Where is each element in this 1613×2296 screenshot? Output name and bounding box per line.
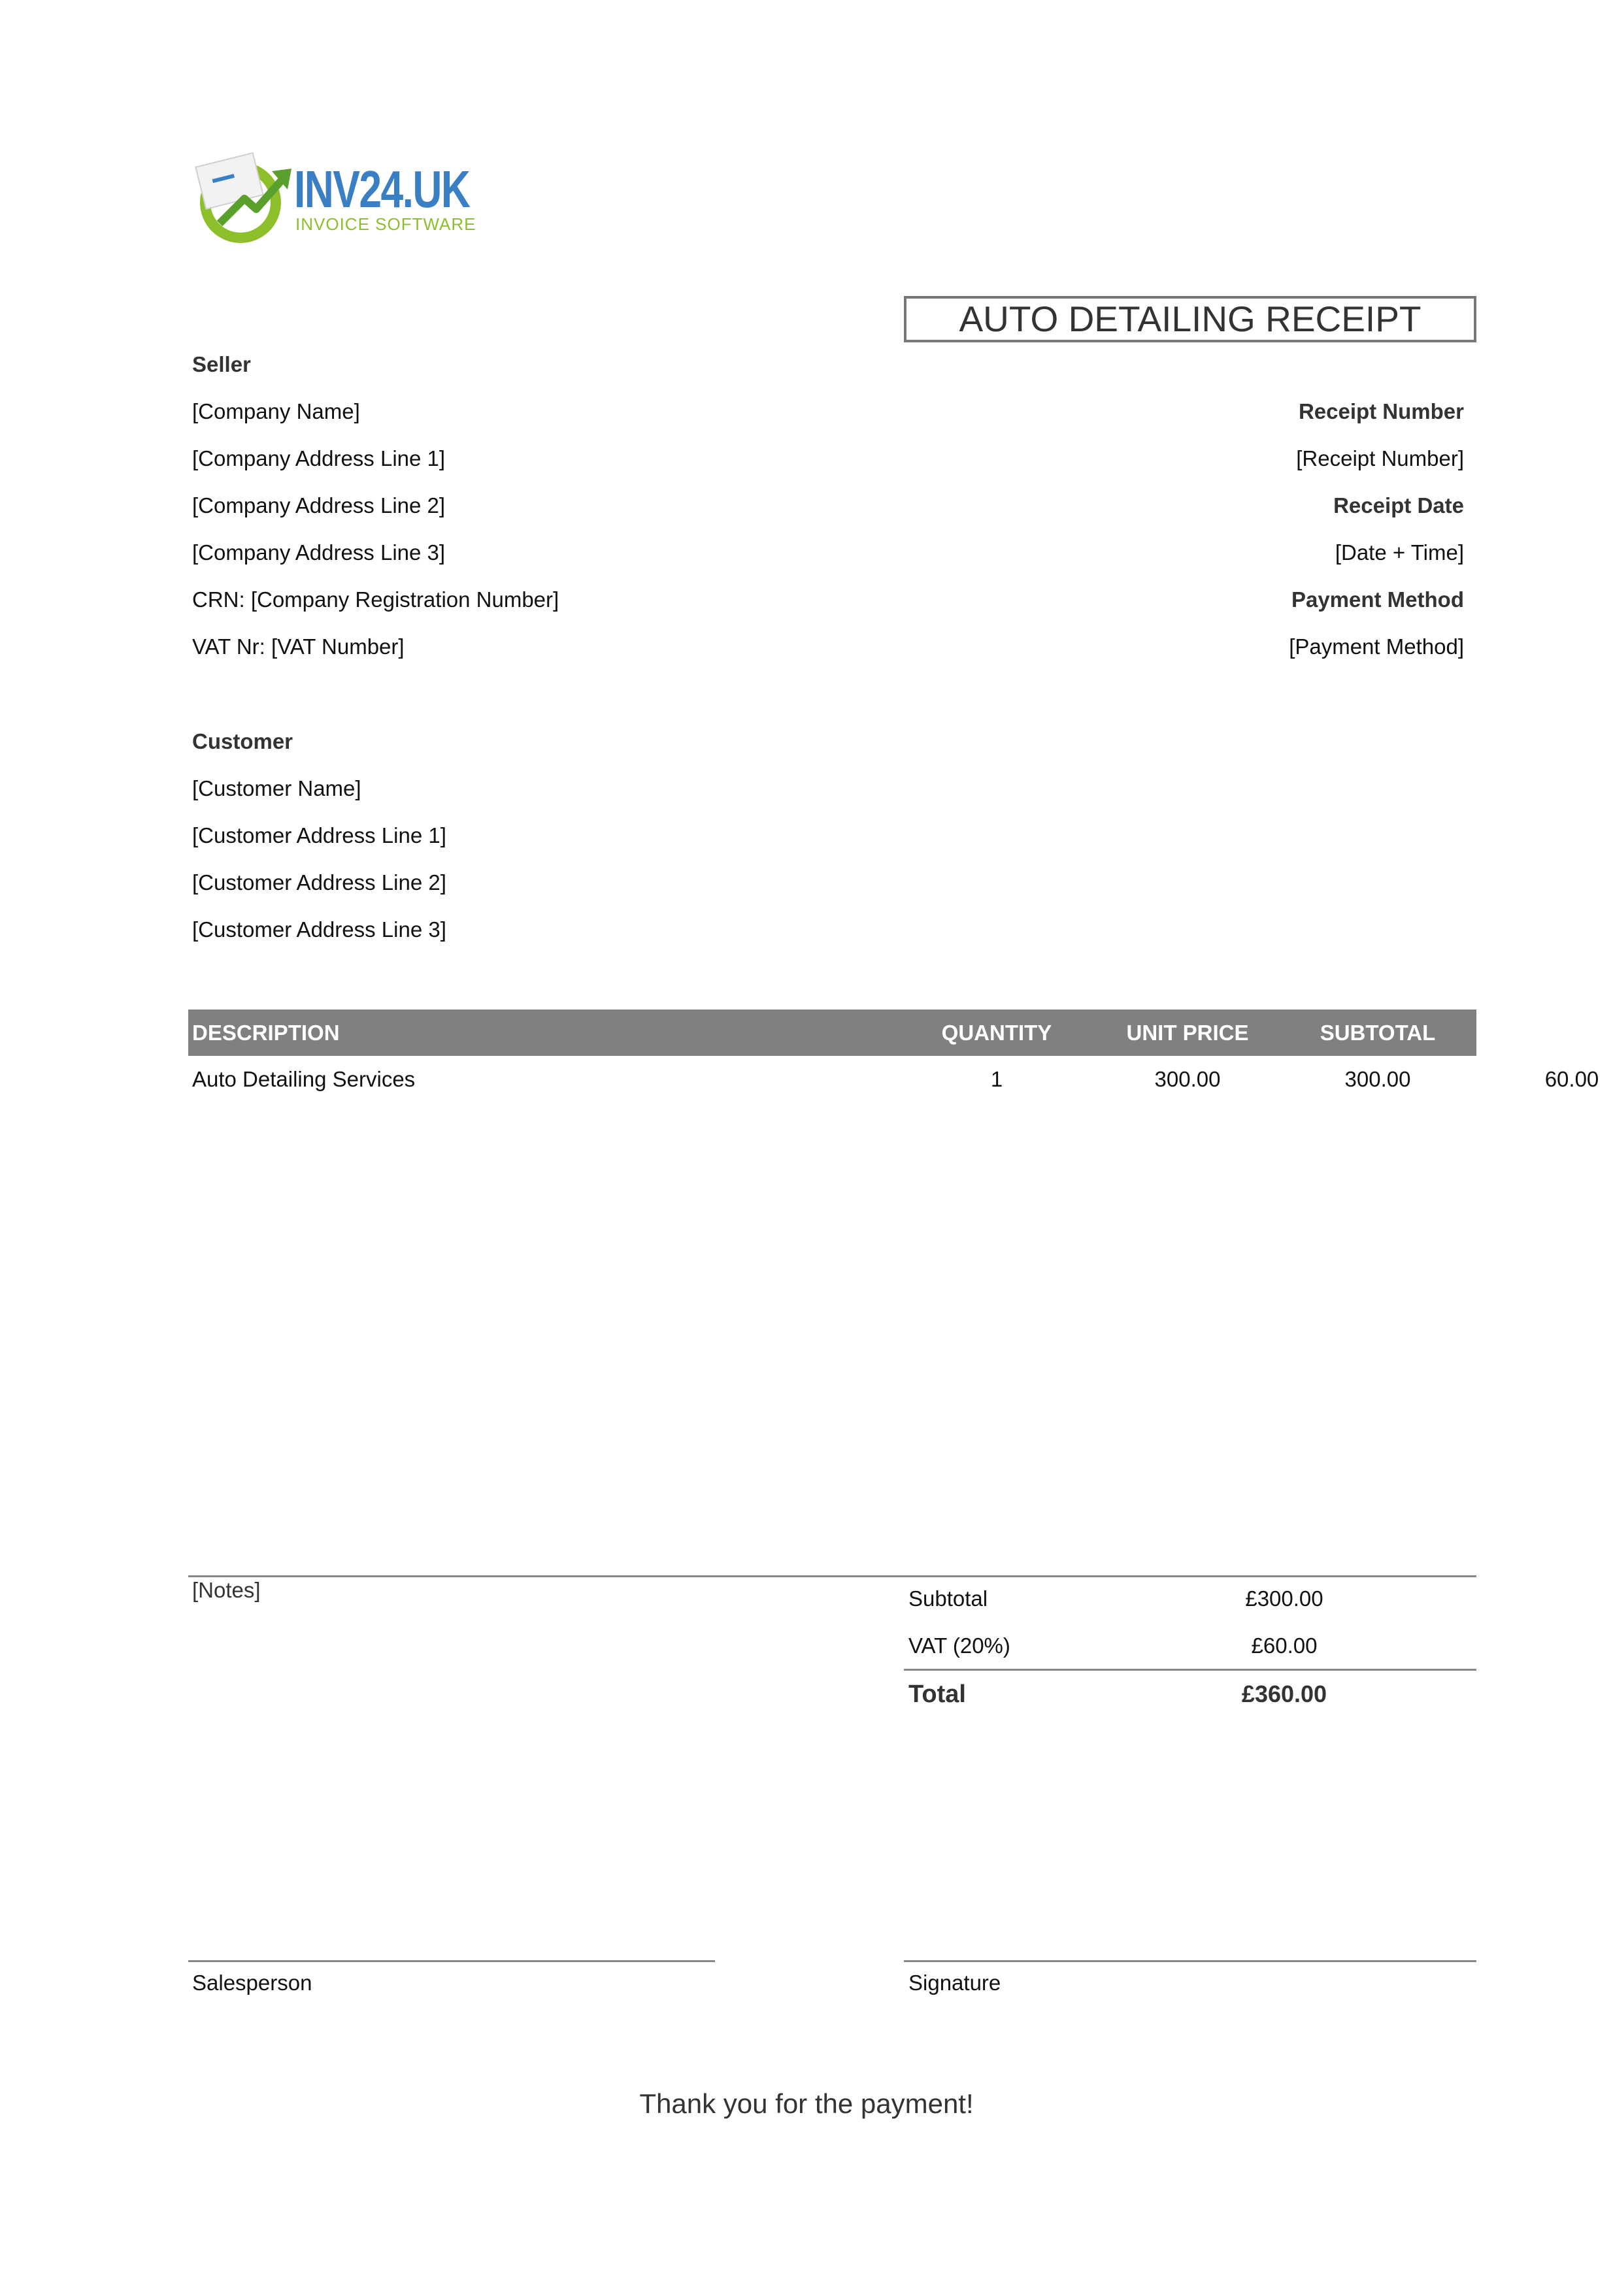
customer-line: [Customer Address Line 1]	[192, 823, 446, 847]
notes-divider	[188, 1575, 1476, 1577]
receipt-date-value: [Date + Time]	[1335, 540, 1464, 565]
total-value: £360.00	[1241, 1681, 1327, 1707]
column-header-subtotal: SUBTOTAL	[1320, 1021, 1436, 1045]
seller-line: [Company Address Line 2]	[192, 493, 446, 517]
customer-heading: Customer	[192, 729, 293, 753]
receipt-number-label: Receipt Number	[1298, 399, 1464, 423]
salesperson-label: Salesperson	[192, 1971, 312, 1995]
customer-line: [Customer Name]	[192, 776, 361, 800]
seller-vat: VAT Nr: [VAT Number]	[192, 634, 405, 659]
row-unit-price: 300.00	[1154, 1067, 1221, 1091]
payment-method-value: [Payment Method]	[1289, 634, 1464, 659]
row-description: Auto Detailing Services	[192, 1067, 416, 1091]
notes-text: [Notes]	[192, 1578, 261, 1602]
receipt-title: AUTO DETAILING RECEIPT	[959, 299, 1422, 339]
salesperson-signature-line	[188, 1960, 715, 1962]
customer-line: [Customer Address Line 3]	[192, 917, 446, 942]
table-row	[188, 1056, 1599, 1103]
logo-brand-text: INV24.UK	[294, 160, 470, 218]
column-header-vat: VAT	[1552, 1021, 1592, 1045]
seller-line: [Company Name]	[192, 399, 360, 423]
column-header-quantity: QUANTITY	[941, 1021, 1052, 1045]
receipt-number-value: [Receipt Number]	[1296, 446, 1464, 470]
customer-line: [Customer Address Line 2]	[192, 870, 446, 894]
row-subtotal: 300.00	[1344, 1067, 1411, 1091]
signature-line	[904, 1960, 1476, 1962]
vat-value: £60.00	[1251, 1633, 1318, 1658]
seller-line: [Company Address Line 3]	[192, 540, 446, 565]
subtotal-value: £300.00	[1245, 1586, 1323, 1611]
thank-you-message: Thank you for the payment!	[639, 2088, 974, 2119]
column-header-unit-price: UNIT PRICE	[1126, 1021, 1249, 1045]
column-header-description: DESCRIPTION	[192, 1021, 340, 1045]
total-label: Total	[908, 1681, 966, 1708]
seller-line: [Company Address Line 1]	[192, 446, 446, 470]
subtotal-label: Subtotal	[908, 1586, 988, 1611]
receipt-date-label: Receipt Date	[1333, 493, 1464, 517]
signature-label: Signature	[908, 1971, 1001, 1995]
table-header	[188, 1009, 1592, 1056]
vat-label: VAT (20%)	[908, 1633, 1010, 1658]
seller-crn: CRN: [Company Registration Number]	[192, 587, 559, 612]
row-vat: 60.00	[1544, 1067, 1599, 1091]
row-quantity: 1	[990, 1067, 1003, 1091]
logo-emblem-icon	[193, 152, 298, 243]
seller-heading: Seller	[192, 352, 251, 376]
payment-method-label: Payment Method	[1291, 587, 1464, 612]
total-divider	[904, 1669, 1476, 1671]
logo-tagline: INVOICE SOFTWARE	[295, 214, 476, 234]
